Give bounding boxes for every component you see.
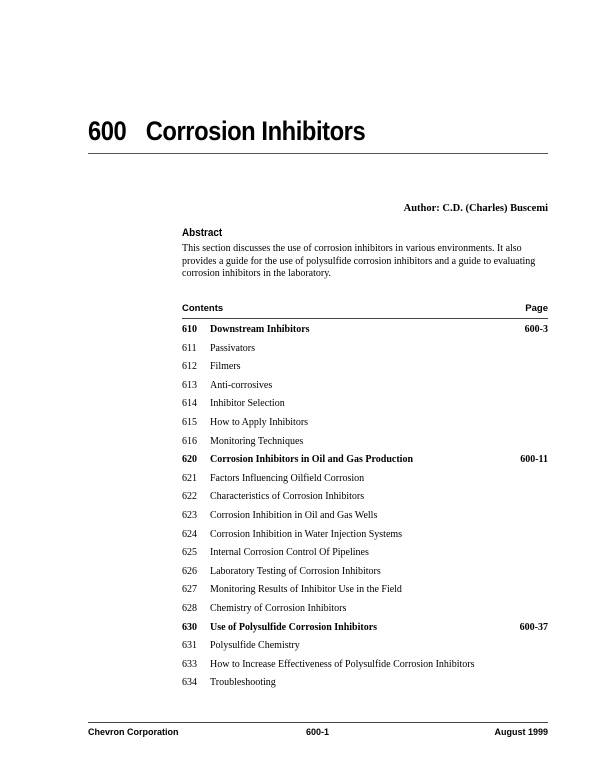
- toc-entry-code: 611: [182, 342, 197, 354]
- toc-entry-title: Internal Corrosion Control Of Pipelines: [210, 547, 369, 559]
- toc-entry-title: Troubleshooting: [210, 677, 276, 689]
- toc-entry-title: Laboratory Testing of Corrosion Inhibitors: [210, 565, 381, 577]
- toc-section-entry[interactable]: [182, 453, 548, 472]
- toc-entry-code: 622: [182, 491, 197, 503]
- footer-divider: [88, 722, 548, 723]
- toc-subsection-entry[interactable]: [182, 546, 548, 565]
- toc-subsection-entry[interactable]: [182, 658, 548, 677]
- toc-entry-code: 614: [182, 398, 197, 410]
- contents-header: [182, 303, 548, 317]
- toc-entry-title: Monitoring Techniques: [210, 435, 304, 447]
- toc-entry-code: 623: [182, 509, 197, 521]
- page-column-label: Page: [525, 303, 548, 314]
- toc-entry-title: How to Increase Effectiveness of Polysulfide Corrosion Inhibitors: [210, 658, 475, 670]
- contents-divider: [182, 318, 548, 319]
- toc-subsection-entry[interactable]: [182, 342, 548, 361]
- toc-subsection-entry[interactable]: [182, 565, 548, 584]
- toc-entry-code: 626: [182, 565, 197, 577]
- toc-subsection-entry[interactable]: [182, 509, 548, 528]
- toc-entry-title: How to Apply Inhibitors: [210, 416, 309, 428]
- abstract-text: This section discusses the use of corrosion inhibitors in various environments. It also provides a guide for the use of polysulfide corrosion inhibitors and a guide to evaluating corrosion inhibitors in the laboratory.: [182, 243, 536, 279]
- toc-subsection-entry[interactable]: [182, 602, 548, 621]
- section-number: 600: [88, 116, 127, 146]
- toc-entry-title: Downstream Inhibitors: [210, 324, 310, 335]
- toc-entry-code: 613: [182, 379, 197, 391]
- toc-entry-title: Passivators: [210, 342, 255, 354]
- toc-section-entry[interactable]: [182, 621, 548, 640]
- abstract-heading: Abstract: [182, 227, 223, 239]
- toc-subsection-entry[interactable]: [182, 435, 548, 454]
- toc-entry-code: 624: [182, 528, 197, 540]
- toc-entry-code: 612: [182, 361, 197, 373]
- toc-subsection-entry[interactable]: [182, 490, 548, 509]
- toc-subsection-entry[interactable]: [182, 360, 548, 379]
- toc-entry-title: Use of Polysulfide Corrosion Inhibitors: [210, 621, 378, 633]
- toc-section-entry[interactable]: [182, 323, 548, 342]
- toc-entry-title: Monitoring Results of Inhibitor Use in the Field: [210, 584, 402, 596]
- footer-date: August 1999: [494, 727, 548, 737]
- title-divider: [88, 153, 548, 154]
- toc-entry-code: 627: [182, 584, 197, 596]
- table-of-contents: [182, 323, 548, 695]
- toc-entry-code: 628: [182, 602, 197, 614]
- toc-entry-title: Corrosion Inhibitors in Oil and Gas Production: [210, 454, 414, 466]
- toc-entry-title: Corrosion Inhibition in Oil and Gas Wells: [210, 509, 378, 521]
- toc-subsection-entry[interactable]: [182, 639, 548, 658]
- section-title: Corrosion Inhibitors: [145, 116, 366, 146]
- toc-entry-code: 620: [182, 454, 197, 466]
- toc-entry-code: 625: [182, 547, 197, 559]
- footer-organization: Chevron Corporation: [88, 727, 179, 737]
- toc-entry-title: Filmers: [210, 361, 241, 373]
- toc-subsection-entry[interactable]: [182, 397, 548, 416]
- contents-label: Contents: [182, 303, 224, 314]
- toc-entry-code: 621: [182, 472, 197, 484]
- toc-entry-code: 633: [182, 658, 197, 670]
- toc-entry-page: 600-3: [524, 324, 548, 335]
- toc-subsection-entry[interactable]: [182, 472, 548, 491]
- toc-subsection-entry[interactable]: [182, 528, 548, 547]
- toc-entry-title: Inhibitor Selection: [210, 398, 285, 410]
- toc-entry-code: 615: [182, 416, 197, 428]
- toc-entry-title: Anti-corrosives: [210, 379, 273, 391]
- toc-subsection-entry[interactable]: [182, 416, 548, 435]
- toc-entry-code: 630: [182, 621, 197, 633]
- toc-entry-title: Corrosion Inhibition in Water Injection Systems: [210, 528, 403, 540]
- toc-entry-title: Factors Influencing Oilfield Corrosion: [210, 472, 365, 484]
- toc-entry-code: 634: [182, 677, 197, 689]
- toc-subsection-entry[interactable]: [182, 583, 548, 602]
- toc-entry-title: Characteristics of Corrosion Inhibitors: [210, 491, 365, 503]
- toc-subsection-entry[interactable]: [182, 379, 548, 398]
- toc-entry-title: Polysulfide Chemistry: [210, 640, 300, 652]
- page-title: [88, 116, 365, 147]
- footer-page-number: 600-1: [306, 727, 330, 737]
- toc-subsection-entry[interactable]: [182, 676, 548, 695]
- toc-entry-title: Chemistry of Corrosion Inhibitors: [210, 602, 347, 614]
- toc-entry-page: 600-37: [519, 621, 548, 633]
- toc-entry-code: 616: [182, 435, 197, 447]
- toc-entry-code: 610: [182, 324, 197, 335]
- toc-entry-page: 600-11: [520, 454, 548, 466]
- author-line: Author: C.D. (Charles) Buscemi: [403, 203, 548, 214]
- toc-entry-code: 631: [182, 640, 197, 652]
